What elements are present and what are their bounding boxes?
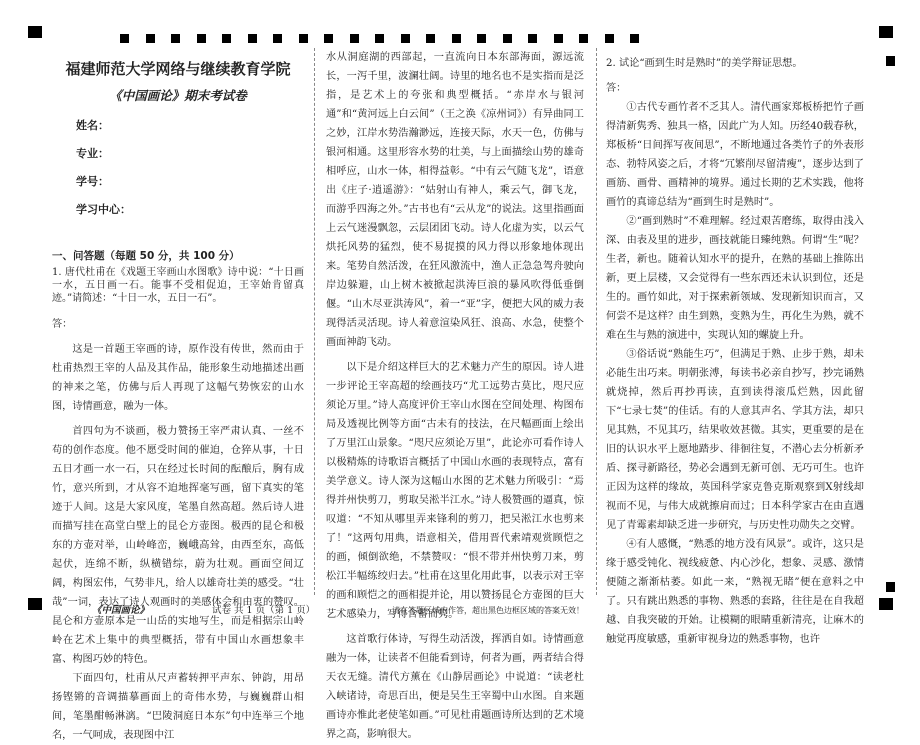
top-timing-marks xyxy=(120,28,680,38)
answer-1-paragraph: 水从洞庭湖的西部起，一直流向日本东部海面，源远流长，一泻千里，波澜壮阔。诗里的地名也不是实指而是泛指，是艺术上的夸张和典型概括。“赤岸水与银河通”和“黄河远上白云间”（王之涣《凉州词》）有异曲同工之妙，江岸水势浩瀚渺远，连接天际，水天一色，仿佛与银河相通。这里形容水势的壮美，与上面描绘山势的雄奇相呼应，山水一体，相得益彰。“中有云气随飞龙”，语意出《庄子·逍遥游》：“姑射山有神人，乘云气，御飞龙，而游乎四海之外。”古书也有“云从龙”的说法。这里指画面上云气迷漫飘忽，云层团团飞动。诗人化虚为实，以云气烘托风势的猛烈，使不易捉摸的风力得以形象地体现出来。笔势自然活泼，在狂风激流中，渔人正急急驾舟驶向岸边躲避，山上树木被掀起洪涛巨浪的暴风吹得低垂倒偃。“山木尽亚洪涛风”，着一“亚”字，便把大风的威力表现得活灵活现。诗人着意渲染风狂、浪高、水急，使整个画面神韵飞动。 xyxy=(326,52,584,348)
answer-1-paragraph: 以下是介绍这样巨大的艺术魅力产生的原因。诗人进一步评论王宰高超的绘画技巧“尤工远势古莫比，咫尺应须论万里。”诗人高度评价王宰山水图在空间处理、构图布局及透视比例等方面“古未有的技法，在尺幅画面上绘出了万里江山景象。“咫尺应须论万里”，此论亦可看作诗人以极精炼的诗歌语言概括了中国山水画的表现特点，富有美学意义。诗人深为这幅山水图的艺术魅力所吸引：“焉得并州快剪刀，剪取吴淞半江水。”诗人极赞画的逼真，惊叹道：“不知从哪里弄来锋利的剪刀，把吴淞江水也剪来了！”这两句用典，语意相关，借用晋代索靖观赏顾恺之的画，倾倒欲绝，不禁赞叹：“恨不带并州快剪刀来，剪松江半幅练绞归去。”杜甫在这里化用此事，以表示对王宰的画和顾恺之的画相提并论，用以赞扬昆仑方壶图的巨大艺术感染力，写得含蓄而隽。 xyxy=(326,362,584,620)
answer-2-paragraph: ③俗话说“熟能生巧”，但满足于熟、止步于熟，却未必能生出巧来。明朝张溥，每读书必亲自抄写，抄完诵熟就烧掉，然后再抄再读，直到读得滚瓜烂熟，因此留下“七录七焚”的佳话。有的人意其声名、学其方法，却只见其熟，不见其巧，结果收效甚微。其实，更重要的是在旧的认识水平上愿地踏步、徘徊往复，不潜心去分析新矛盾、探寻新路径，势必会遇到无新可创、无巧可生。也许正因为这样的缘故，英国科学家克鲁克斯观察到X射线却视而不见，与伟大成就擦肩而过；日本科学家古在由直遇见了青霉素却缺乏进一步研究，与历史性功勋失之交臂。 xyxy=(606,349,864,531)
corner-mark-top-right xyxy=(879,26,893,38)
question-2: 2. 试论“画到生时是熟时”的美学辩证思想。 xyxy=(606,58,803,69)
section-heading: 一、问答题（每题 50 分，共 100 分） xyxy=(52,250,240,262)
answer-2-paragraph: ②“画到熟时”不难理解。经过艰苦磨练，取得由浅入深、由表及里的进步，画技就能日臻纯熟。何谓“生”呢？生者，新也。随着认知水平的提升，在熟的基础上推陈出新，更上层楼，又会觉得有一些东西还未认识到位，还是生的。画竹如此，对于探索新领域、发现新知识而言，又何尝不是这样？由生到熟，变熟为生，再化生为熟，就不难在生与熟的演进中，实现认知的螺旋上升。 xyxy=(606,216,864,341)
column-3 xyxy=(606,48,864,645)
column-divider-2 xyxy=(596,48,597,595)
answer-2-paragraph: ④有人感慨，“熟悉的地方没有风景”。或许，这只是缘于感受钝化、视线疲惫、内心沙化，想象、灵感、激情便随之渐渐枯萎。如此一来，“熟视无睹”便在意料之中了。只有跳出熟悉的事物、熟悉的套路，往往是在自我超越、自我突破的开始。让模糊的眼睛重新清亮，让麻木的触觉再度敏感，重新审视身边的熟悉事物，也许 xyxy=(606,539,864,645)
answer-2-paragraph: ①古代专画竹者不乏其人。清代画家郑板桥把竹子画得清新隽秀、独具一格，因此广为人知。历经40载春秋，郑板桥“日间挥写夜间思”，不断地通过各类竹子的外表形态、勃特风姿之后，才将“冗繁削尽留清瘦”，逐步达到了画筋、画骨、画精神的境界。通过长期的艺术实践，他将画竹的真谛总结为“画到生时是熟时”。 xyxy=(606,102,864,208)
footer-notice: 请在答题区域内作答，超出黑色边框区域的答案无效！ xyxy=(392,606,584,615)
corner-mark-bottom-right xyxy=(879,598,893,610)
answer-label-2: 答： xyxy=(606,83,627,94)
answer-1-paragraph: 这是一首题王宰画的诗，原作没有传世，然而由于杜甫热烈王宰的人品及其作品，能形象生动地描述出画的神来之笔，仿佛与后人再现了这幅气势恢宏的山水图，诗情画意，融为一体。 xyxy=(52,344,304,412)
answer-1-paragraph: 下面四句，杜甫从尺声蓄转押平声东、钟韵，用昂扬铿锵的音调描摹画面上的奇伟水势，与巍巍群山相间，笔墨酣畅淋漓。“巴陵洞庭日本东”句中连举三个地名，一气呵成，表现图中江 xyxy=(52,673,304,741)
field-student-id: 学号： xyxy=(76,175,109,188)
answer-1-paragraph: 首四句为不谈画，极力赞扬王宰严肃认真、一丝不苟的创作态度。他不愿受时间的催迫，仓猝从事，十日五日才画一水一石，只在经过长时间的酝酿后，胸有成竹，意兴所到，才从容不迫地挥毫写画，留下真实的笔迹于人间。这是大家风度，笔墨自然高超。然后诗人进而描写挂在高堂白壁上的昆仑方壶图。极西的昆仑和极东的方壶对举，山岭峰峦，巍峨高耸，由西至东，高低起伏，连绵不断，纵横错综，蔚为壮观。画面空间辽阔，构图宏伟，气势非凡，给人以雄奇壮美的感受。“壮哉”一词，表达了诗人观画时的美感体会和由衷的赞叹。昆仑和方壶原本是一山岳的实地写生，而是相据宗山岭岭在艺术上集中的典型概括，带有中国山水画想象丰富、构图巧妙的特色。 xyxy=(52,426,304,665)
corner-mark-top-left xyxy=(28,26,42,38)
field-name: 姓名： xyxy=(76,119,109,132)
footer-course-name: 《中国画论》 xyxy=(92,605,150,616)
school-name: 福建师范大学网络与继续教育学院 xyxy=(65,60,291,78)
answer-label-1: 答： xyxy=(52,319,73,330)
exam-title: 《中国画论》期末考试卷 xyxy=(109,88,247,103)
side-mark-right-top xyxy=(886,56,895,66)
footer-page-info: 试卷 共 1 页（第 1 页） xyxy=(212,605,316,616)
question-1: 1. 唐代杜甫在《戏题王宰画山水图歌》诗中说：“十日画一水，五日画一石。能事不受相促迫，王宰始肯留真迹。”请简述：“十日一水，五日一石”。 xyxy=(52,267,304,304)
field-study-center: 学习中心： xyxy=(76,203,131,216)
answer-1-paragraph: 这首歌行体诗，写得生动活泼，挥洒自如。诗情画意融为一体，让读者不但能看到诗，何者为画，两者结合得天衣无缝。清代方薰在《山静居画论》中说道：“读老杜入峡诸诗，奇思百出，便是吴生王宰蜀中山水图。自来题画诗亦惟此老使笔如画。”可见杜甫题画诗所达到的艺术境界之高，影响很大。 xyxy=(326,634,584,740)
field-major: 专业： xyxy=(76,147,109,160)
side-mark-right-bottom xyxy=(886,582,895,592)
corner-mark-bottom-left xyxy=(28,598,42,610)
column-divider-1 xyxy=(314,48,315,595)
